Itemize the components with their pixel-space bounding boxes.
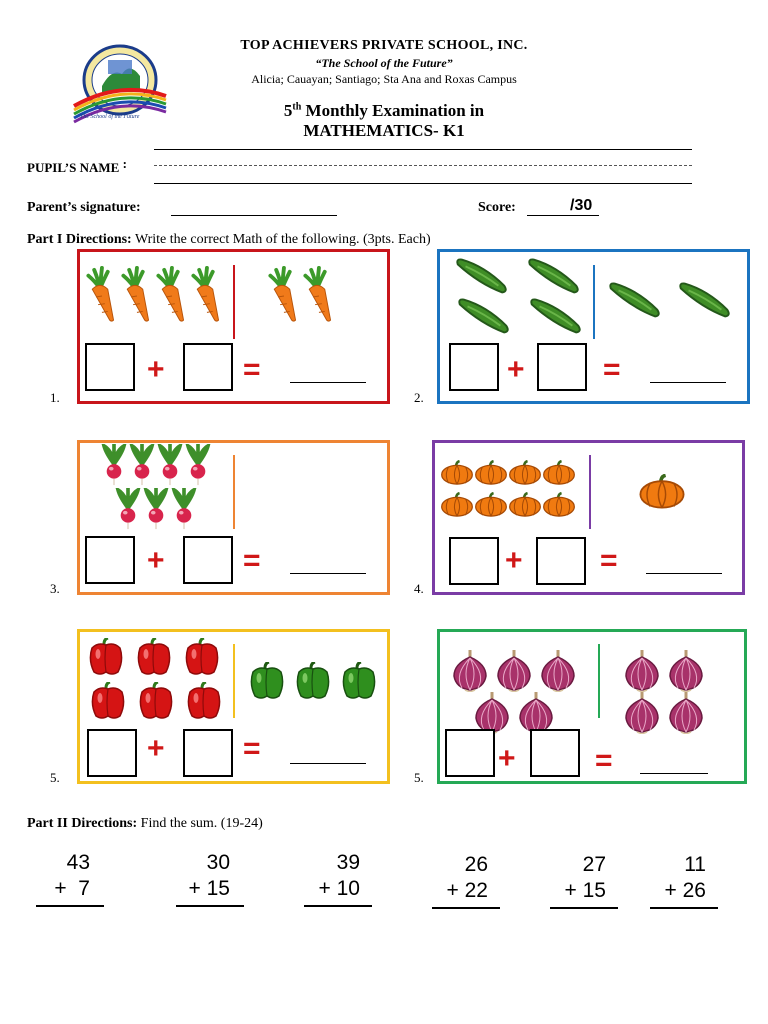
- problem-3-answer-line[interactable]: [290, 573, 366, 574]
- part2-heading: Part II Directions:: [27, 816, 138, 831]
- exam-ordinal: 5: [283, 101, 293, 120]
- problem-2-divider: [593, 265, 595, 339]
- problem-1-answer-line[interactable]: [290, 382, 366, 383]
- part1-directions: [27, 232, 431, 248]
- onion-icon: [542, 650, 574, 692]
- problem-6-addend-1-box[interactable]: [445, 729, 495, 777]
- sum-3-line[interactable]: [304, 905, 372, 907]
- sum-6-line[interactable]: [650, 907, 718, 909]
- pumpkin-icon: [640, 475, 683, 507]
- sum-5-line[interactable]: [550, 907, 618, 909]
- problem-2-equals: =: [603, 353, 621, 386]
- sum-1-bottom: + 7: [54, 877, 90, 900]
- problem-5-answer-line[interactable]: [290, 763, 366, 764]
- onion-icon: [476, 692, 508, 734]
- score-blank-line[interactable]: [527, 215, 599, 216]
- problem-5-divider: [233, 644, 235, 718]
- part1-heading: Part I Directions:: [27, 232, 132, 247]
- pupil-name-input-line[interactable]: [154, 165, 692, 166]
- school-name: TOP ACHIEVERS PRIVATE SCHOOL, INC.: [240, 38, 528, 53]
- radish-icon: [188, 444, 208, 485]
- pumpkin-icon: [510, 493, 541, 516]
- sum-6-bottom: + 26: [664, 879, 706, 902]
- green-pepper-icon: [251, 662, 282, 698]
- problem-4-addend-1-box[interactable]: [449, 537, 499, 585]
- problem-4-pumpkins-right: [638, 474, 688, 512]
- pumpkin-icon: [544, 493, 575, 516]
- problem-3-addend-1-box[interactable]: [85, 536, 135, 584]
- onion-icon: [520, 692, 552, 734]
- cucumber-icon: [459, 299, 507, 332]
- sum-3-top: 39: [336, 851, 360, 874]
- problem-6-divider: [598, 644, 600, 718]
- part2-instructions: Find the sum. (19-24): [137, 816, 263, 831]
- problem-3-addend-2-box[interactable]: [183, 536, 233, 584]
- problem-1-addend-1-box[interactable]: [85, 343, 135, 391]
- problem-6-onions-right: [622, 648, 712, 736]
- sum-2-line[interactable]: [176, 905, 244, 907]
- name-line-bottom: [154, 183, 692, 184]
- problem-4-plus: +: [505, 544, 523, 577]
- carrot-icon: [158, 268, 183, 321]
- problem-2-answer-line[interactable]: [650, 382, 726, 383]
- problem-3-radishes-left: [100, 444, 220, 532]
- problem-5-peppers-left: [88, 638, 228, 724]
- pupil-name-label-text: PUPIL’S NAME: [27, 160, 120, 175]
- problem-3-equals: =: [243, 544, 261, 577]
- problem-3-divider: [233, 455, 235, 529]
- campus-list: Alicia; Cauayan; Santiago; Sta Ana and Roxas Campus: [251, 72, 517, 86]
- problem-6-addend-2-box[interactable]: [530, 729, 580, 777]
- problem-4-pumpkins-left: [440, 460, 580, 522]
- problem-5-number: 5.: [50, 770, 60, 785]
- problem-4-divider: [589, 455, 591, 529]
- problem-5-peppers-right: [249, 662, 379, 702]
- radish-icon: [146, 488, 166, 529]
- score-label: Score:: [478, 200, 516, 215]
- carrot-icon: [123, 268, 148, 321]
- problem-6-number: 5.: [414, 770, 424, 785]
- sum-1-line[interactable]: [36, 905, 104, 907]
- problem-1-divider: [233, 265, 235, 339]
- parent-signature-line[interactable]: [171, 215, 337, 216]
- red-pepper-icon: [90, 638, 121, 674]
- parent-signature-label: Parent’s signature:: [27, 200, 141, 215]
- cucumber-icon: [610, 283, 658, 316]
- red-pepper-icon: [92, 682, 123, 718]
- radish-icon: [160, 444, 180, 485]
- part2-directions: [27, 816, 263, 832]
- sum-6-top: 11: [684, 853, 706, 876]
- red-pepper-icon: [138, 638, 169, 674]
- problem-2-plus: +: [507, 353, 525, 386]
- problem-4-addend-2-box[interactable]: [536, 537, 586, 585]
- red-pepper-icon: [188, 682, 219, 718]
- carrot-icon: [193, 268, 218, 321]
- sum-1-top: 43: [66, 851, 90, 874]
- problem-5-equals: =: [243, 732, 261, 765]
- red-pepper-icon: [140, 682, 171, 718]
- sum-4-bottom: + 22: [446, 879, 488, 902]
- onion-icon: [626, 650, 658, 692]
- problem-6-equals: =: [595, 744, 613, 777]
- carrot-icon: [305, 268, 330, 321]
- score-total: /30: [570, 197, 593, 214]
- cucumber-icon: [457, 259, 505, 292]
- problem-6-answer-line[interactable]: [640, 773, 708, 774]
- sum-2-top: 30: [206, 851, 230, 874]
- onion-icon: [670, 650, 702, 692]
- cucumber-icon: [531, 299, 579, 332]
- sum-4-top: 26: [464, 853, 488, 876]
- problem-5-plus: +: [147, 732, 165, 765]
- problem-2-cucumbers-left: [452, 256, 587, 342]
- exam-title-rest: Monthly Examination in: [301, 101, 485, 120]
- part1-instructions: Write the correct Math of the following. (3pts. Each): [131, 232, 431, 247]
- sum-5-top: 27: [582, 853, 606, 876]
- sum-4-line[interactable]: [432, 907, 500, 909]
- radish-icon: [174, 488, 194, 529]
- logo-motto: The School of the Future: [80, 114, 140, 120]
- pumpkin-icon: [476, 461, 507, 484]
- problem-3-number: 3.: [50, 581, 60, 596]
- pumpkin-icon: [476, 493, 507, 516]
- problem-2-number: 2.: [414, 390, 424, 405]
- carrot-icon: [88, 268, 113, 321]
- pumpkin-icon: [510, 461, 541, 484]
- onion-icon: [670, 692, 702, 734]
- green-pepper-icon: [343, 662, 374, 698]
- pupil-name-label: [27, 156, 127, 176]
- problem-1-number: 1.: [50, 390, 60, 405]
- pumpkin-icon: [442, 493, 473, 516]
- pupil-name-colon: :: [122, 156, 127, 171]
- problem-4-equals: =: [600, 544, 618, 577]
- exam-ordinal-suffix: th: [292, 101, 302, 113]
- problem-6-plus: +: [498, 742, 516, 775]
- cucumber-icon: [529, 259, 577, 292]
- problem-6-onions-left: [450, 648, 590, 736]
- exam-subject: MATHEMATICS- K1: [303, 121, 465, 140]
- onion-icon: [454, 650, 486, 692]
- green-pepper-icon: [297, 662, 328, 698]
- onion-icon: [498, 650, 530, 692]
- problem-4-answer-line[interactable]: [646, 573, 722, 574]
- pumpkin-icon: [544, 461, 575, 484]
- problem-3-plus: +: [147, 544, 165, 577]
- cucumber-icon: [680, 283, 728, 316]
- problem-1-plus: +: [147, 353, 165, 386]
- name-line-top: [154, 149, 692, 150]
- problem-1-addend-2-box[interactable]: [183, 343, 233, 391]
- problem-2-cucumbers-right: [605, 278, 735, 326]
- problem-2-addend-2-box[interactable]: [537, 343, 587, 391]
- sum-2-bottom: + 15: [188, 877, 230, 900]
- radish-icon: [132, 444, 152, 485]
- school-motto: “The School of the Future”: [315, 56, 453, 70]
- problem-4-number: 4.: [414, 581, 424, 596]
- problem-1-carrots-left: [80, 266, 230, 326]
- sum-5-bottom: + 15: [564, 879, 606, 902]
- carrot-icon: [270, 268, 295, 321]
- problem-1-carrots-right: [262, 266, 362, 326]
- problem-5-addend-2-box[interactable]: [183, 729, 233, 777]
- pumpkin-icon: [442, 461, 473, 484]
- red-pepper-icon: [186, 638, 217, 674]
- problem-1-equals: =: [243, 353, 261, 386]
- onion-icon: [626, 692, 658, 734]
- sum-3-bottom: + 10: [318, 877, 360, 900]
- exam-title: [0, 101, 768, 121]
- radish-icon: [118, 488, 138, 529]
- problem-2-addend-1-box[interactable]: [449, 343, 499, 391]
- radish-icon: [104, 444, 124, 485]
- problem-5-addend-1-box[interactable]: [87, 729, 137, 777]
